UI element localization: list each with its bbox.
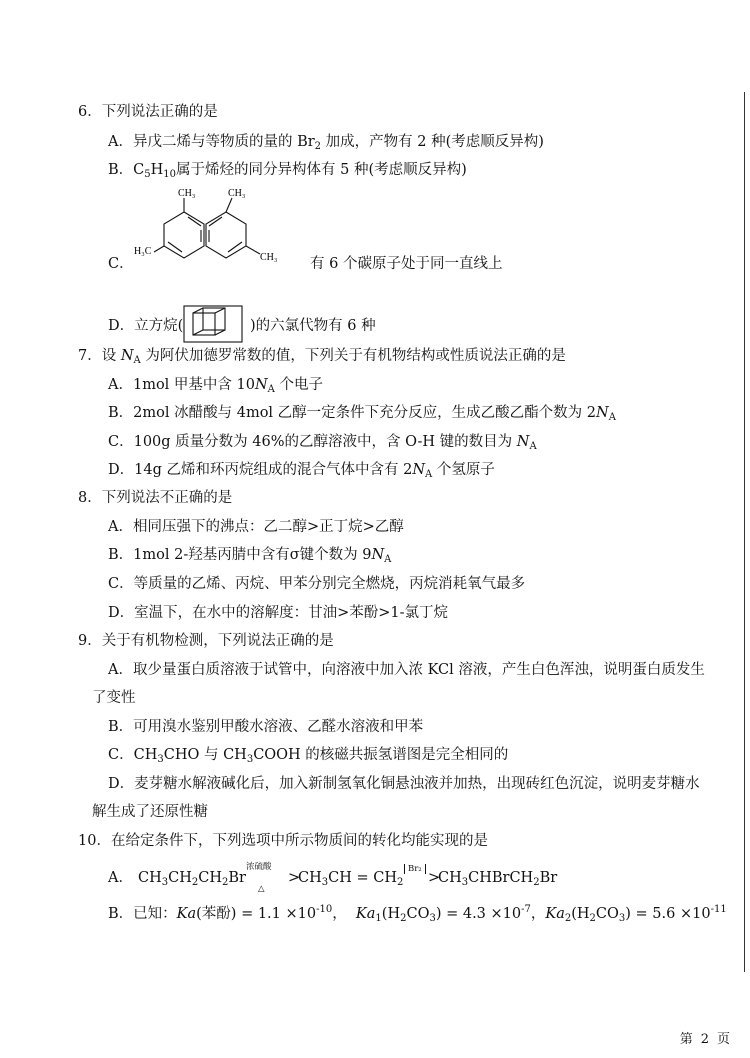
q8-option-d: D．室温下，在水中的溶解度：甘油>苯酚>1-氯丁烷 [108,605,449,621]
q10-a-product-1: $CH_3CH = CH_2$ [298,870,404,888]
q9-option-d-line2: 解生成了还原性糖 [92,804,208,820]
page-number: 2 [700,1032,709,1047]
q8-option-c: C．等质量的乙烯、丙烷、甲苯分别完全燃烧，丙烷消耗氧气最多 [108,576,526,592]
q7-option-c: C．100g 质量分数为 46%的乙醇溶液中，含 O-H 键的数目为 $N_A$ [108,434,537,452]
methyl-label-2: CH₃ [228,188,246,199]
q7-option-a: A．1mol 甲基中含 $10N_A$ 个电子 [108,377,324,395]
q6-option-b: B．$C_5H_{10}$属于烯烃的同分异构体有 5 种(考虑顺反异构) [108,162,467,180]
page-footer [676,1028,734,1047]
q10-a-arrow-1: > [288,870,301,886]
q9-option-d-line1: D．麦芽糖水解液碱化后，加入新制氢氧化铜悬浊液并加热，出现砖红色沉淀，说明麦芽糖水 [108,776,700,792]
q10-a-condition-1-bottom: △ [258,884,265,894]
q10-option-a-label: A． [108,870,133,886]
q6-option-a: A．异戊二烯与等物质的量的 $Br_2$ 加成，产物有 2 种(考虑顺反异构) [108,134,544,152]
methyl-label-4: CH₃ [260,252,278,263]
q10-a-arrow-2: > [428,870,441,886]
q7-stem: 7．设 $N_A$ 为阿伏加德罗常数的值，下列关于有机物结构或性质说法正确的是 [78,348,566,366]
q8-option-b: B．1mol 2-羟基丙腈中含有σ键个数为 $9N_A$ [108,547,392,565]
methyl-label-3: H₃C [134,246,152,257]
q6-option-d-pre: D．立方烷( [108,318,184,334]
q9-stem: 9．关于有机物检测，下列说法正确的是 [78,633,334,649]
binding-margin-rule [744,92,745,972]
q8-stem: 8．下列说法不正确的是 [78,490,233,506]
q10-stem: 10．在给定条件下，下列选项中所示物质间的转化均能实现的是 [78,833,488,849]
q7-option-d: D．14g 乙烯和环丙烷组成的混合气体中含有 $2N_A$ 个氢原子 [108,462,495,480]
footer-prefix: 第 [679,1032,693,1047]
q10-a-product-2: $CH_3CHBrCH_2Br$ [438,870,558,888]
cubane-structure-diagram [183,305,243,343]
q7-option-b: B．2mol 冰醋酸与 4mol 乙醇一定条件下充分反应，生成乙酸乙酯个数为 $2N_A$ [108,405,616,423]
q10-a-condition-2: Br₂ [404,864,426,874]
methyl-label-1: CH₃ [178,188,196,199]
q8-option-a: A．相同压强下的沸点：乙二醇>正丁烷>乙醇 [108,519,404,535]
q10-a-reactant: $CH_3CH_2CH_2Br$ [138,870,246,888]
q10-option-b: B．已知：Ka(苯酚) = $1.1 \times 10^{-10}$， $Ka_1(H_2CO_3) = 4.3 \times 10^{-7}$，$Ka_2(H_2CO_3) = 5.6 \times 10^{-11}$ [108,904,727,924]
q6-option-c-text: 有 6 个碳原子处于同一直线上 [310,256,503,272]
biphenyl-structure-diagram [132,184,302,274]
q6-stem: 6．下列说法正确的是 [78,104,218,120]
q10-a-condition-1-top: 浓硫酸 [246,862,272,872]
q9-option-a-line2: 了变性 [92,690,136,706]
q9-option-a-line1: A．取少量蛋白质溶液于试管中，向溶液中加入浓 KCl 溶液，产生白色浑浊，说明蛋白质发生 [108,662,705,678]
q9-option-b: B．可用溴水鉴别甲酸水溶液、乙醛水溶液和甲苯 [108,719,424,735]
q6-option-d-post: )的六氯代物有 6 种 [250,318,376,334]
q9-option-c: C．$CH_3CHO$ 与 $CH_3COOH$ 的核磁共振氢谱图是完全相同的 [108,747,509,765]
footer-suffix: 页 [716,1032,730,1047]
q6-option-c-label: C． [108,256,134,272]
